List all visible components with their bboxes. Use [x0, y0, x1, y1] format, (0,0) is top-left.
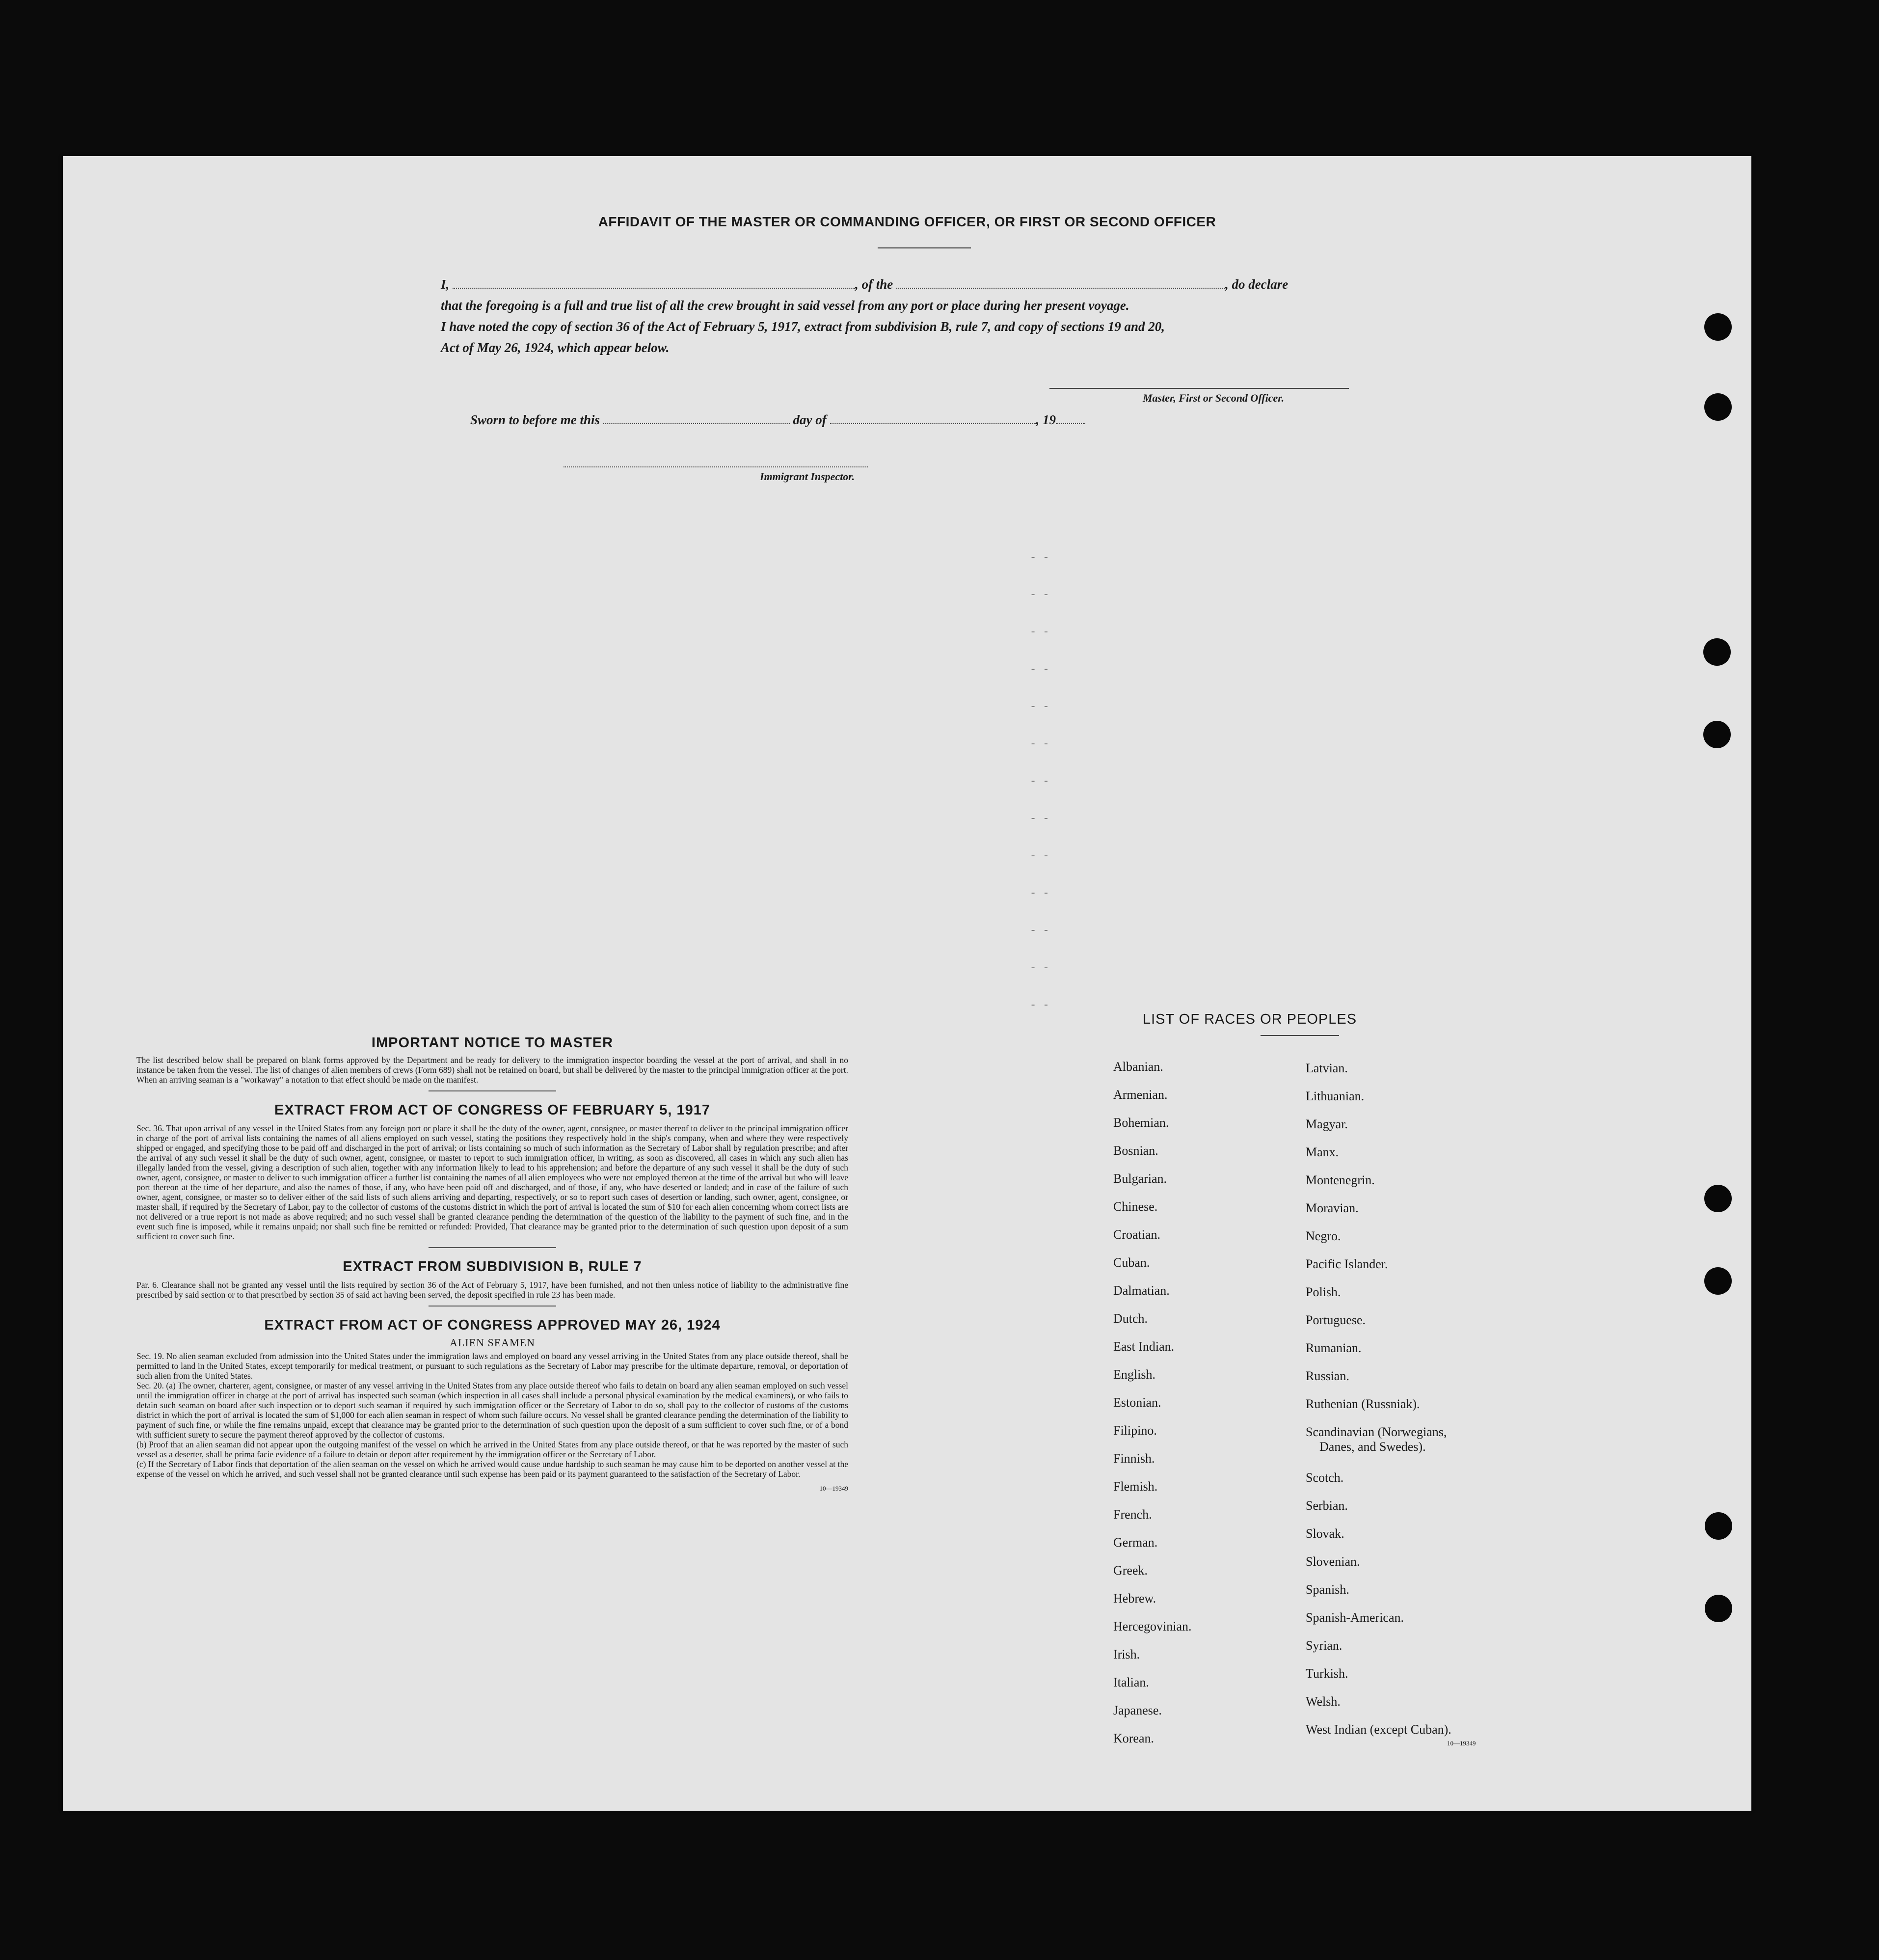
sworn-month-blank[interactable] — [830, 412, 1036, 424]
races-title: LIST OF RACES OR PEOPLES — [1143, 1011, 1357, 1027]
races-title-rule — [1261, 1035, 1339, 1036]
signature-label: Master, First or Second Officer. — [1143, 392, 1285, 404]
affidavit-line-1 — [441, 274, 1369, 295]
race-item: Montenegrin. — [1306, 1173, 1375, 1187]
race-item: Estonian. — [1113, 1395, 1161, 1410]
race-item: Cuban. — [1113, 1255, 1150, 1270]
separator-3 — [429, 1306, 556, 1307]
punch-hole-6 — [1704, 1267, 1732, 1295]
race-item: Scotch. — [1306, 1470, 1344, 1485]
race-item: Dalmatian. — [1113, 1283, 1170, 1298]
race-item: Irish. — [1113, 1647, 1140, 1661]
race-item: Magyar. — [1306, 1117, 1348, 1131]
race-item: Finnish. — [1113, 1451, 1155, 1466]
race-item: Filipino. — [1113, 1423, 1157, 1438]
race-item: Manx. — [1306, 1145, 1339, 1159]
race-item: Polish. — [1306, 1285, 1341, 1299]
race-item: Chinese. — [1113, 1199, 1158, 1214]
sworn-day-blank[interactable] — [603, 412, 790, 424]
race-item: Italian. — [1113, 1675, 1149, 1689]
separator-1 — [429, 1090, 556, 1091]
punch-hole-7 — [1705, 1512, 1732, 1540]
race-item: Hebrew. — [1113, 1591, 1156, 1606]
punch-hole-4 — [1703, 721, 1731, 748]
race-item-continuation: Danes, and Swedes). — [1319, 1440, 1426, 1454]
race-item: Hercegovinian. — [1113, 1619, 1192, 1633]
separator-2 — [429, 1247, 556, 1248]
extract-1924-title: EXTRACT FROM ACT OF CONGRESS APPROVED MAY 26, 1924 — [264, 1317, 721, 1333]
race-item: Bosnian. — [1113, 1143, 1158, 1158]
section-19-text: Sec. 19. No alien seaman excluded from admission into the United States under the immigration laws and employed on board any vessel arriving in the United States from any place outside thereof, shall be permitted to land in the United States, except temporarily for medical treatment, or pursuant to such regulations as the Secretary of Labor may prescribe for the ultimate departure, removal, or deportation of such alien from the United States. — [136, 1351, 848, 1381]
extract-rule7-title: EXTRACT FROM SUBDIVISION B, RULE 7 — [343, 1259, 642, 1275]
race-item: Greek. — [1113, 1563, 1148, 1578]
extract-rule7-body: Par. 6. Clearance shall not be granted any vessel until the lists required by section 36 of the Act of February 5, 1917, have been furnished, and not then unless notice of liability to the administrative fine prescribed by said section or to that prescribed by section 35 of said act having been served, the deposit specified in rule 23 has been made. — [136, 1280, 848, 1300]
race-item: Albanian. — [1113, 1060, 1163, 1074]
affidavit-of-the: , of the — [855, 277, 893, 292]
notice-title: IMPORTANT NOTICE TO MASTER — [371, 1035, 614, 1051]
inspector-label: Immigrant Inspector. — [760, 470, 855, 483]
race-item: Lithuanian. — [1306, 1089, 1365, 1103]
affidavit-line-2: that the foregoing is a full and true list of all the crew brought in said vessel from any port or place during her present voyage. — [441, 298, 1129, 313]
race-item: Pacific Islander. — [1306, 1257, 1388, 1271]
affidavit-line-3: I have noted the copy of section 36 of the Act of February 5, 1917, extract from subdivision B, rule 7, and copy of sections 19 and 20, — [441, 319, 1165, 334]
race-item: Flemish. — [1113, 1479, 1158, 1494]
inspector-signature-line[interactable] — [564, 466, 868, 467]
extract-1917-title: EXTRACT FROM ACT OF CONGRESS OF FEBRUARY 5, 1917 — [274, 1102, 711, 1118]
race-item: French. — [1113, 1507, 1152, 1522]
race-item: English. — [1113, 1367, 1155, 1382]
alien-seamen-subtitle: ALIEN SEAMEN — [450, 1336, 535, 1349]
race-item: Syrian. — [1306, 1638, 1342, 1653]
race-item: East Indian. — [1113, 1339, 1175, 1354]
bleed-through-marks: - - - - - - - - - - - - - - - - - - - - - - - - - - — [1030, 551, 1049, 1011]
extract-1917-body: Sec. 36. That upon arrival of any vessel in the United States from any foreign port or place it shall be the duty of the owner, agent, consignee, or master thereof to deliver to the principal immigration officer in charge of the port of arrival lists containing the names of all aliens employed on such vessel, stating the positions they respectively hold in the ship's company, when and where they were respectively shipped or engaged, and specifying those to be paid off and discharged in the port of arrival; or lists containing so much of such information as the Secretary of Labor shall by regulation prescribe; and after the arrival of any such vessel it shall be the duty of such owner, agent, consignee, or master to report to such immigration officer, in writing, as soon as discovered, all cases in which any such alien has illegally landed from the vessel, giving a description of such alien, together with any information likely to lead to his apprehension; and before the departure of any such vessel it shall be the duty of such owner, agent, consignee, or master to deliver to such immigration officer a further list containing the names of all alien employees who were not employed thereon at the time of the arrival but who will leave port thereon at the time of her departure, and also the names of those, if any, who have been paid off and discharged, and of those, if any, who have deserted or landed; and in case of the failure of such owner, agent, consignee, or master so to deliver either of the said lists of such aliens arriving and departing, respectively, or so to report such cases of desertion or landing, such owner, agent, consignee, or master shall, if required by the Secretary of Labor, pay to the collector of customs of the customs district in which the port of arrival is located the sum of $10 for each alien concerning whom correct lists are not delivered or a true report is not made as above required; and no such vessel shall be granted clearance pending the determination of the question of the liability to the payment of such fine, and in the event such fine is imposed, while it remains unpaid; nor shall such fine be remitted or refunded: Provided, That clearance may be granted prior to the determination of such question upon deposit of a sum sufficient to cover such fine. — [136, 1123, 848, 1241]
race-item: Dutch. — [1113, 1311, 1148, 1326]
race-item: Russian. — [1306, 1369, 1349, 1383]
race-item: Bohemian. — [1113, 1116, 1169, 1130]
race-item: Ruthenian (Russniak). — [1306, 1397, 1420, 1411]
sworn-text: Sworn to before me this — [470, 412, 600, 427]
affidavit-i: I, — [441, 277, 450, 292]
race-item: Rumanian. — [1306, 1341, 1362, 1355]
affidavit-line-4: Act of May 26, 1924, which appear below. — [441, 340, 670, 355]
race-item: Slovak. — [1306, 1526, 1344, 1541]
race-item: Moravian. — [1306, 1201, 1359, 1215]
race-item: Bulgarian. — [1113, 1171, 1167, 1186]
vessel-blank[interactable] — [896, 277, 1225, 289]
notice-body: The list described below shall be prepared on blank forms approved by the Department and be ready for delivery to the immigration inspector boarding the vessel at the port of arrival, and shall in no instance be taken from the vessel. The list of changes of alien members of crews (Form 689) shall not be retained on board, but shall be delivered by the master to the principal immigration officer at the port. When an arriving seaman is a "workaway" a notation to that effect should be made on the manifest. — [136, 1055, 848, 1085]
race-item: Portuguese. — [1306, 1313, 1366, 1327]
race-item: Japanese. — [1113, 1703, 1162, 1717]
race-item: Armenian. — [1113, 1088, 1168, 1102]
race-item: West Indian (except Cuban). — [1306, 1722, 1451, 1737]
form-number-left: 10—19349 — [819, 1485, 848, 1492]
punch-hole-3 — [1703, 638, 1731, 666]
day-of-text: day of — [793, 412, 827, 427]
punch-hole-8 — [1705, 1595, 1732, 1622]
races-column-1 — [1113, 1060, 1192, 1759]
section-20a-text: Sec. 20. (a) The owner, charterer, agent, consignee, or master of any vessel arriving in the United States from any place outside thereof who fails to detain on board any alien seaman employed on such vessel until the immigration officer in charge at the port of arrival has inspected such seaman (which inspection in all cases shall include a personal physical examination by the medical examiners), or who fails to detain such seaman on board after such inspection or to deport such seaman if required by such immigration officer or the Secretary of Labor to do so, shall pay to the collector of customs of the customs district in which the port of arrival is located the sum of $1,000 for each alien seaman in respect of whom such failure occurs. No vessel shall be granted clearance pending the determination of the liability to payment of such fine, or while the fine remains unpaid, except that clearance may be granted prior to the determination of such question upon the deposit of a sum sufficient to cover such fine, or of a bond with sufficient surety to secure the payment thereof approved by the collector of customs. — [136, 1381, 848, 1440]
year-prefix: , 19 — [1036, 412, 1056, 427]
affidavit-do-declare: , do declare — [1225, 277, 1288, 292]
race-item: Welsh. — [1306, 1694, 1341, 1709]
race-item-scandinavian — [1306, 1425, 1451, 1470]
race-item: Spanish-American. — [1306, 1610, 1404, 1625]
race-item: Turkish. — [1306, 1666, 1348, 1681]
race-item: Negro. — [1306, 1229, 1341, 1243]
legal-extracts-column — [136, 1035, 848, 1493]
form-number-right: 10—19349 — [1447, 1740, 1476, 1747]
sworn-year-blank[interactable] — [1056, 412, 1085, 424]
name-blank[interactable] — [453, 277, 855, 289]
race-item: Croatian. — [1113, 1227, 1161, 1242]
affidavit-title: AFFIDAVIT OF THE MASTER OR COMMANDING OFFICER, OR FIRST OR SECOND OFFICER — [598, 214, 1216, 229]
sworn-statement — [470, 412, 1085, 428]
race-item: Scandinavian (Norwegians, — [1306, 1425, 1447, 1439]
punch-hole-1 — [1704, 313, 1732, 341]
punch-hole-5 — [1704, 1185, 1732, 1212]
race-item: German. — [1113, 1535, 1158, 1550]
title-rule — [878, 247, 971, 248]
race-item: Serbian. — [1306, 1498, 1348, 1513]
race-item: Latvian. — [1306, 1061, 1348, 1075]
race-item: Spanish. — [1306, 1582, 1349, 1597]
signature-line[interactable] — [1049, 388, 1349, 389]
form-sheet — [63, 156, 1751, 1811]
affidavit-declaration — [441, 274, 1369, 358]
section-20b-text: (b) Proof that an alien seaman did not appear upon the outgoing manifest of the vessel on which he arrived in the United States from any place outside thereof, or that he was reported by the master of such vessel as a deserter, shall be prima facie evidence of a failure to detain or deport after requirement by the immigration officer or the Secretary of Labor. — [136, 1440, 848, 1459]
race-item: Slovenian. — [1306, 1554, 1360, 1569]
race-item: Korean. — [1113, 1731, 1154, 1745]
section-20c-text: (c) If the Secretary of Labor finds that deportation of the alien seaman on the vessel on which he arrived would cause undue hardship to such seaman he may cause him to be deported on another vessel at the expense of the vessel on which he arrived, and such vessel shall not be granted clearance until such expense has been paid or its payment guaranteed to the satisfaction of the Secretary of Labor. — [136, 1459, 848, 1479]
punch-hole-2 — [1704, 393, 1732, 421]
races-column-2 — [1306, 1061, 1451, 1750]
